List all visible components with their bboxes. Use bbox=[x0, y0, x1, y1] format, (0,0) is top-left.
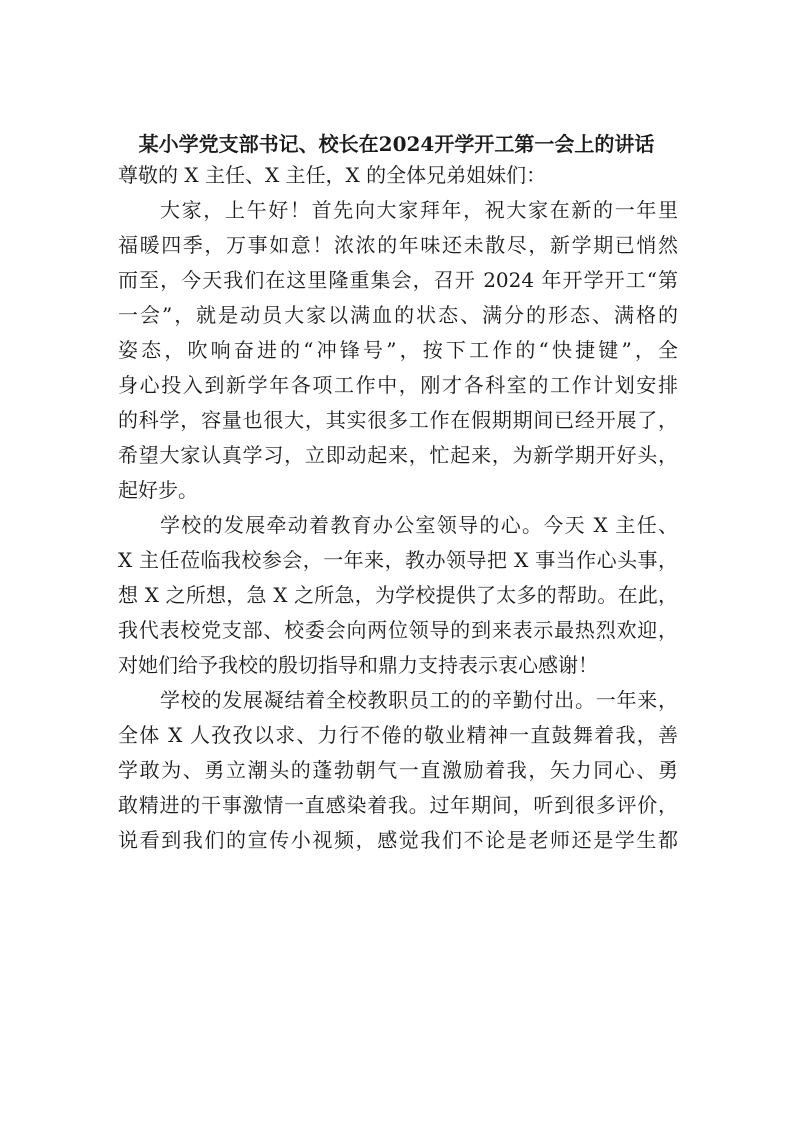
paragraph-line: 福暖四季，万事如意！浓浓的年味还未散尽，新学期已悄然 bbox=[118, 233, 678, 257]
paragraph-line: X 主任莅临我校参会，一年来，教办领导把 X 事当作心头事， bbox=[118, 548, 678, 572]
paragraph-line: 起好步。 bbox=[118, 478, 198, 502]
paragraph-line: 我代表校党支部、校委会向两位领导的到来表示最热烈欢迎， bbox=[118, 618, 678, 642]
paragraph-line: 一会”，就是动员大家以满血的状态、满分的形态、满格的 bbox=[118, 303, 678, 327]
paragraph-line: 大家，上午好！首先向大家拜年，祝大家在新的一年里 bbox=[160, 198, 678, 222]
paragraph-line: 而至，今天我们在这里隆重集会，召开 2024 年开学开工“第 bbox=[118, 268, 678, 292]
paragraph-line: 希望大家认真学习，立即动起来，忙起来，为新学期开好头， bbox=[118, 443, 678, 467]
paragraph-line: 姿态，吹响奋进的“冲锋号”，按下工作的“快捷键”，全 bbox=[118, 338, 678, 362]
paragraph-line: 说看到我们的宣传小视频，感觉我们不论是老师还是学生都 bbox=[118, 828, 678, 852]
paragraph-line: 身心投入到新学年各项工作中，刚才各科室的工作计划安排 bbox=[118, 373, 678, 397]
salutation-line: 尊敬的 X 主任、X 主任，X 的全体兄弟姐妹们： bbox=[118, 163, 547, 187]
paragraph-line: 学校的发展牵动着教育办公室领导的心。今天 X 主任、 bbox=[160, 513, 678, 537]
paragraph-line: 学校的发展凝结着全校教职员工的的辛勤付出。一年来， bbox=[160, 688, 678, 712]
document-body bbox=[118, 158, 678, 858]
paragraph-line: 敢精进的干事激情一直感染着我。过年期间，听到很多评价， bbox=[118, 793, 678, 817]
paragraph-line: 想 X 之所想，急 X 之所急，为学校提供了太多的帮助。在此， bbox=[118, 583, 678, 607]
document-title: 某小学党支部书记、校长在2024开学开工第一会上的讲话 bbox=[138, 132, 655, 156]
paragraph-line: 的科学，容量也很大，其实很多工作在假期期间已经开展了， bbox=[118, 408, 678, 432]
paragraph-line: 学敢为、勇立潮头的蓬勃朝气一直激励着我，矢力同心、勇 bbox=[118, 758, 678, 782]
paragraph-line: 全体 X 人孜孜以求、力行不倦的敬业精神一直鼓舞着我，善 bbox=[118, 723, 678, 747]
paragraph-line: 对她们给予我校的殷切指导和鼎力支持表示衷心感谢！ bbox=[118, 653, 598, 677]
